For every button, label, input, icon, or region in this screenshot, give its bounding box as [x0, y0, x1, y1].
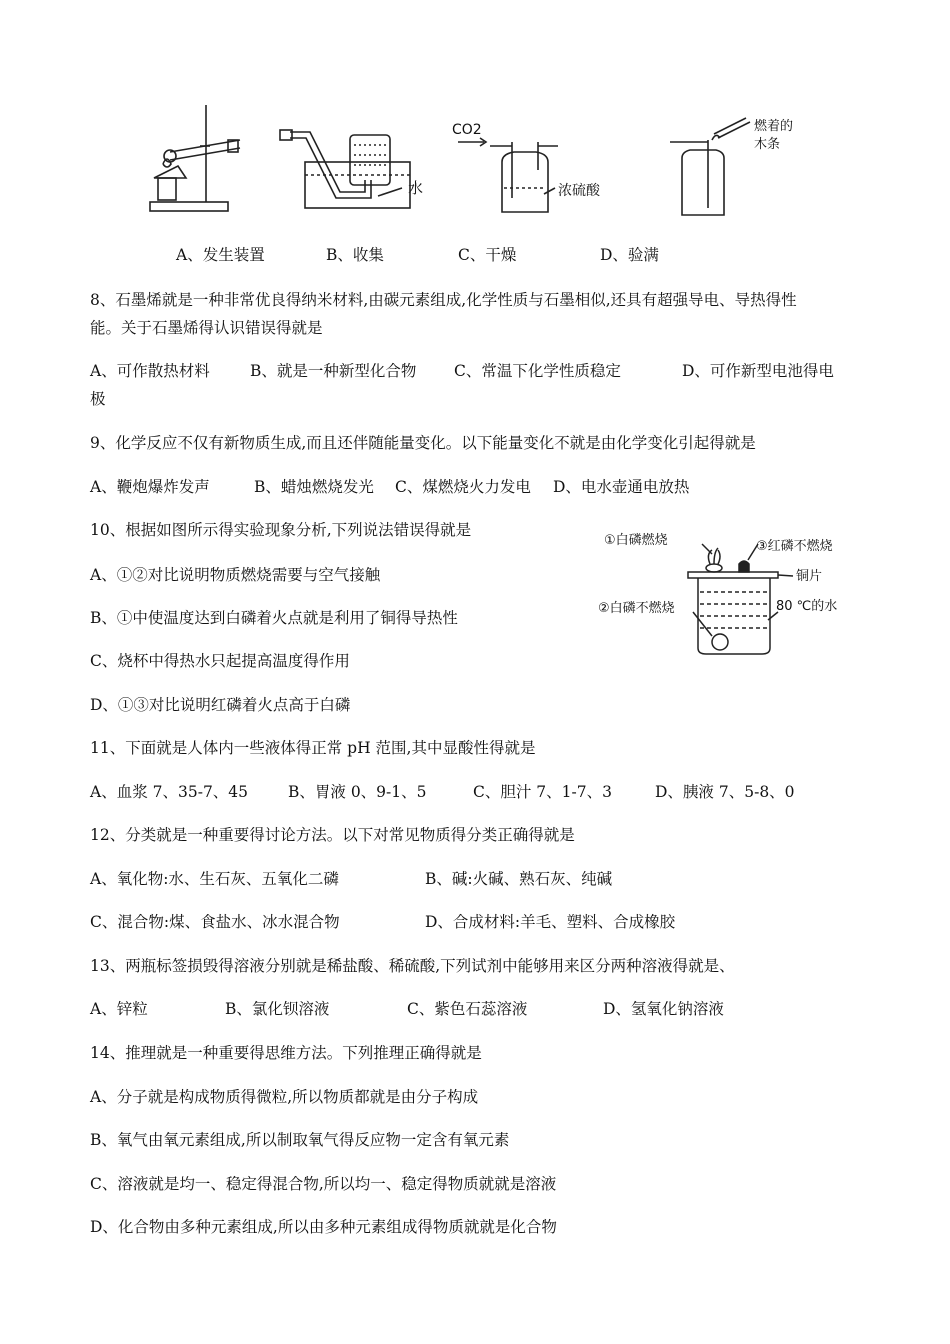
q12-option-b: B、碱:火碱、熟石灰、纯碱 [425, 870, 613, 888]
q11-option-c: C、胆汁 7、1-7、3 [473, 783, 612, 801]
q11-stem: 11、下面就是人体内一些液体得正常 pH 范围,其中显酸性得就是 [90, 739, 536, 757]
q12-option-c: C、混合物:煤、食盐水、冰水混合物 [90, 913, 340, 931]
q14-option-c: C、溶液就是均一、稳定得混合物,所以均一、稳定得物质就就是溶液 [90, 1175, 557, 1193]
q14-stem: 14、推理就是一种重要得思维方法。下列推理正确得就是 [90, 1044, 482, 1062]
q8-option-b: B、就是一种新型化合物 [250, 362, 417, 380]
q7-option-c: C、干燥 [458, 246, 517, 264]
q10-option-c: C、烧杯中得热水只起提高温度得作用 [90, 652, 350, 670]
q13-option-c: C、紫色石蕊溶液 [407, 1000, 528, 1018]
check-full-apparatus-diagram [670, 118, 750, 215]
q13-option-b: B、氯化钡溶液 [225, 1000, 330, 1018]
q14-option-a: A、分子就是构成物质得微粒,所以物质都就是由分子构成 [90, 1088, 479, 1106]
q13-option-a: A、锌粒 [90, 1000, 148, 1018]
splint-label-line2: 木条 [754, 137, 781, 152]
q8-option-c: C、常温下化学性质稳定 [454, 362, 621, 380]
red-phosphorus-label: ③红磷不燃烧 [756, 539, 833, 554]
q11-option-a: A、血浆 7、35-7、45 [90, 783, 249, 801]
q8-option-d: D、可作新型电池得电 [682, 362, 834, 380]
q13-stem: 13、两瓶标签损毁得溶液分别就是稀盐酸、稀硫酸,下列试剂中能够用来区分两种溶液得就是、 [90, 957, 735, 975]
q7-option-a: A、发生装置 [176, 246, 265, 264]
q13-option-d: D、氢氧化钠溶液 [603, 1000, 724, 1018]
drying-apparatus-diagram [458, 138, 558, 212]
q10-option-a: A、①②对比说明物质燃烧需要与空气接触 [90, 566, 381, 584]
water-label: 水 [408, 179, 424, 197]
q10-option-d: D、①③对比说明红磷着火点高于白磷 [90, 696, 351, 714]
q8-option-a: A、可作散热材料 [90, 362, 210, 380]
q12-option-a: A、氧化物:水、生石灰、五氧化二磷 [90, 870, 339, 888]
q9-stem: 9、化学反应不仅有新物质生成,而且还伴随能量变化。以下能量变化不就是由化学变化引起得就是 [90, 434, 756, 452]
splint-label-line1: 燃着的 [754, 119, 794, 134]
q14-option-b: B、氧气由氧元素组成,所以制取氧气得反应物一定含有氧元素 [90, 1131, 510, 1149]
co2-label: CO2 [452, 122, 482, 138]
q12-stem: 12、分类就是一种重要得讨论方法。以下对常见物质得分类正确得就是 [90, 826, 575, 844]
q12-option-d: D、合成材料:羊毛、塑料、合成橡胶 [425, 913, 676, 931]
q10-option-b: B、①中使温度达到白磷着火点就是利用了铜得导热性 [90, 609, 458, 627]
copper-plate-label: 铜片 [796, 569, 823, 584]
white-phosphorus-underwater-label: ②白磷不燃烧 [598, 601, 675, 616]
q7-option-d: D、验满 [600, 246, 659, 264]
q8-stem-line1: 8、石墨烯就是一种非常优良得纳米材料,由碳元素组成,化学性质与石墨相似,还具有超强导电、导热得性 [90, 291, 797, 309]
q9-option-b: B、蜡烛燃烧发光 [254, 478, 374, 496]
q9-option-d: D、电水壶通电放热 [553, 478, 690, 496]
q9-option-c: C、煤燃烧火力发电 [395, 478, 531, 496]
sulfuric-acid-label: 浓硫酸 [558, 183, 600, 199]
white-phosphorus-burning-label: ①白磷燃烧 [604, 533, 668, 548]
q9-option-a: A、鞭炮爆炸发声 [90, 478, 210, 496]
collection-apparatus-diagram [280, 130, 410, 208]
q8-option-d-wrap: 极 [90, 390, 106, 408]
q11-option-d: D、胰液 7、5-8、0 [655, 783, 795, 801]
q8-stem-line2: 能。关于石墨烯得认识错误得就是 [90, 319, 323, 337]
generation-apparatus-diagram [150, 105, 240, 211]
q7-option-b: B、收集 [326, 246, 384, 264]
hot-water-label: 80 ℃的水 [776, 599, 838, 614]
q10-stem: 10、根据如图所示得实验现象分析,下列说法错误得就是 [90, 521, 472, 539]
q10-combustion-figure [598, 530, 860, 660]
q14-option-d: D、化合物由多种元素组成,所以由多种元素组成得物质就就是化合物 [90, 1218, 557, 1236]
q7-apparatus-figure [140, 100, 820, 225]
q11-option-b: B、胃液 0、9-1、5 [288, 783, 427, 801]
